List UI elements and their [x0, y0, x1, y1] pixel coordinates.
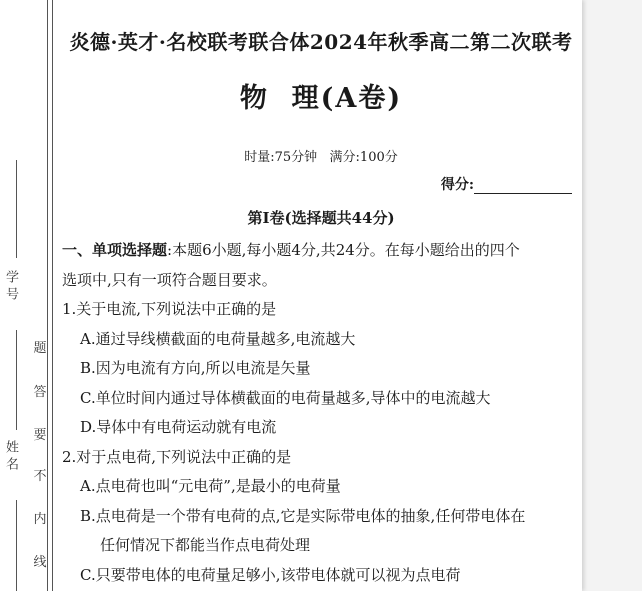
notice-char-5: 内: [33, 512, 47, 527]
question-1-stem: 1.关于电流,下列说法中正确的是: [62, 300, 277, 318]
question-2-option-c: C.只要带电体的电荷量足够小,该带电体就可以视为点电荷: [80, 565, 461, 584]
binding-line-inner: [52, 0, 53, 591]
part-intro-line-2: 选项中,只有一项符合题目要求。: [62, 270, 277, 289]
part-heading: 一、单项选择题: [62, 241, 168, 259]
subject-title: 物 理(A卷): [239, 83, 403, 114]
notice-char-3: 要: [33, 428, 47, 443]
question-1-option-a: A.通过导线横截面的电荷量越多,电流越大: [80, 329, 356, 348]
xuehao-underline: [16, 160, 17, 258]
xingming-underline: [16, 330, 17, 430]
section-title: 第Ⅰ卷(选择题共44分): [247, 209, 395, 227]
question-1-option-c: C.单位时间内通过导体横截面的电荷量越多,导体中的电流越大: [80, 388, 491, 407]
score-blank: [474, 179, 572, 194]
notice-char-2: 答: [33, 385, 47, 400]
question-2-option-b-cont: 任何情况下都能当作点电荷处理: [100, 536, 311, 554]
notice-char-1: 题: [33, 341, 47, 356]
question-1-option-d: D.导体中有电荷运动就有电流: [80, 418, 277, 436]
exam-title: 炎德·英才·名校联考联合体2024年秋季高二第二次联考: [69, 30, 573, 54]
notice-char-4: 不: [33, 469, 47, 484]
xuehao-label: 学 号: [3, 270, 18, 301]
score-field: [441, 174, 572, 194]
binding-line-outer: [47, 0, 48, 591]
question-2-stem: 2.对于点电荷,下列说法中正确的是: [62, 447, 292, 466]
xingming-label: 姓 名: [3, 440, 18, 471]
questions-content: [62, 236, 574, 590]
part-intro: [62, 236, 574, 266]
score-label: 得分:: [440, 177, 474, 193]
part-intro-line-1: :本题6小题,每小题4分,共24分。在每小题给出的四个: [167, 241, 520, 259]
question-2-option-b: B.点电荷是一个带有电荷的点,它是实际带电体的抽象,任何带电体在: [80, 506, 526, 525]
exam-meta: 时量:75分钟 满分:100分: [244, 150, 398, 165]
question-1-option-b: B.因为电流有方向,所以电流是矢量: [80, 359, 311, 377]
notice-char-6: 线: [33, 555, 47, 570]
class-underline: [16, 500, 17, 591]
question-2-option-a: A.点电荷也叫“元电荷”,是最小的电荷量: [80, 477, 341, 495]
